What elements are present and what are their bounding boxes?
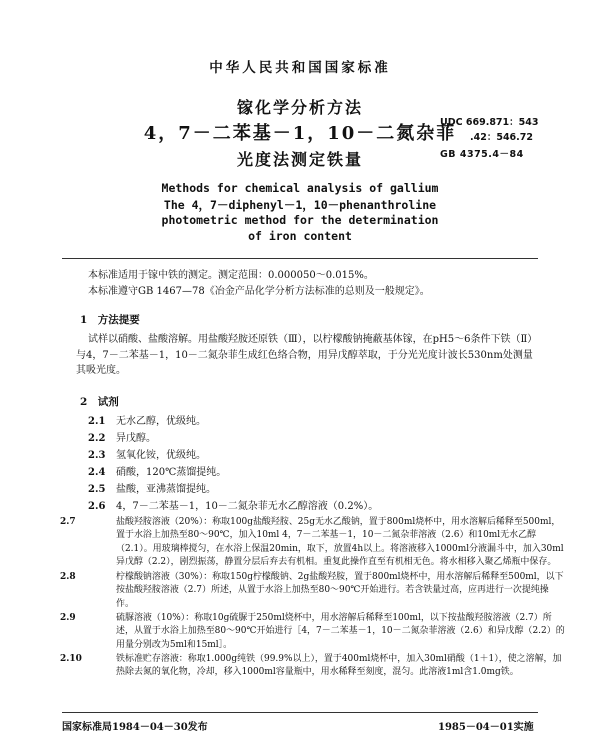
item-number: 2.10 [60,654,82,664]
item-number: 2.9 [60,613,76,623]
reagent-item [60,571,566,611]
item-number: 2.4 [88,467,106,478]
item-text: 4，7－二苯基－1，10－二氮杂菲无水乙醇溶液（0.2%）。 [116,501,379,512]
reagent-item [88,482,538,497]
intro-scope: 本标准适用于镓中铁的测定。测定范围：0.000050～0.015%。 [88,270,374,281]
reagent-item [88,414,538,429]
title-line-3: 光度法测定铁量 [236,150,363,169]
effective-date: 1985－04－01实施 [438,722,534,733]
item-number: 2.8 [60,572,76,582]
title-line-2: 4，7－二苯基－1，10－二氮杂菲 [143,123,457,144]
item-number: 2.5 [88,484,106,495]
reagent-item [60,516,566,570]
english-title-line-1: Methods for chemical analysis of gallium [161,181,439,195]
english-title-line-3: photometric method for the determination [161,213,439,227]
header-divider [62,258,538,259]
gb-number: GB 4375.4－84 [440,149,524,160]
item-number: 2.7 [60,517,76,527]
item-text: 无水乙醇，优级纯。 [116,416,206,427]
item-number: 2.1 [88,416,106,427]
issue-date: 国家标准局1984－04－30发布 [62,722,208,733]
item-text: 硝酸，120℃蒸馏提纯。 [116,467,227,478]
intro-compliance: 本标准遵守GB 1467—78《冶金产品化学分析方法标准的总则及一般规定》。 [88,286,430,297]
reagent-item [88,465,538,480]
section-2-heading: 2 试剂 [80,396,119,408]
reagent-item [88,499,538,514]
item-number: 2.3 [88,450,106,461]
title-line-1: 镓化学分析方法 [236,98,363,117]
item-text: 盐酸羟胺溶液（20%）：称取100g盐酸羟胺、25g无水乙酸钠，置于800ml烧杯中，用水溶解后稀释至500ml，置于水浴上加热至80～90℃，加入10ml 4，7－二苯基－1，10－二氮杂菲溶液（2.6）和10ml无水乙醇（2.1）。用玻璃棒搅匀，在水浴上保温20min，取下，放置4h以上。将溶液移入1000ml分液漏斗中，加入30ml异戊醇（2.2），剧烈振荡，静置分层后弃去有机相。重复此操作直至有机相无色。将水相移入聚乙烯瓶中保存。 [116,517,564,568]
item-text: 柠檬酸钠溶液（30%）：称取150g柠檬酸钠、2g盐酸羟胺，置于800ml烧杯中，用水溶解后稀释至500ml，以下按盐酸羟胺溶液（2.7）所述，从置于水浴上加热至80～90℃开始进行。若含铁量过高，应再进行一次提纯操作。 [116,572,564,609]
footer-divider [62,712,538,713]
item-text: 铁标准贮存溶液：称取1.000g纯铁（99.9%以上），置于400ml烧杯中，加入30ml硝酸（1＋1），使之溶解，加热除去氮的氧化物，冷却，移入1000ml容量瓶中，用水稀释至刻度，混匀。此溶液1ml含1.0mg铁。 [116,654,562,678]
reagent-item [60,653,566,680]
reagent-item [88,448,538,463]
item-text: 盐酸，亚沸蒸馏提纯。 [116,484,216,495]
item-number: 2.6 [88,501,106,512]
section-1-text: 试样以硝酸、盐酸溶解。用盐酸羟胺还原铁（Ⅲ），以柠檬酸钠掩蔽基体镓，在pH5～6条件下铁（Ⅱ）与4，7－二苯基－1，10－二氮杂菲生成红色络合物，用异戊醇萃取，于分光光度计波长530nm处测量其吸光度。 [76,334,538,376]
item-text: 氢氧化铵，优级纯。 [116,450,206,461]
english-title-line-4: of iron content [248,229,352,243]
udc-code-continued: .42：546.72 [470,132,533,143]
standard-header: 中华人民共和国国家标准 [209,60,391,76]
reagent-item [88,431,538,446]
item-number: 2.2 [88,433,106,444]
english-title-line-2: The 4，7－diphenyl－1，10－phenanthroline [163,198,437,212]
reagent-item [60,612,566,652]
item-text: 异戊醇。 [116,433,156,444]
item-text: 硫脲溶液（10%）：称取10g硫脲于250ml烧杯中，用水溶解后稀释至100ml，以下按盐酸羟胺溶液（2.7）所述，从置于水浴上加热至80～90℃开始进行［4，7－二苯基－1，10－二氮杂菲溶液（2.6）和异戊醇（2.2）的用量分别改为5ml和15ml］。 [116,613,565,650]
udc-code: UDC 669.871：543 [440,117,539,128]
section-1-heading: 1 方法提要 [80,314,140,326]
